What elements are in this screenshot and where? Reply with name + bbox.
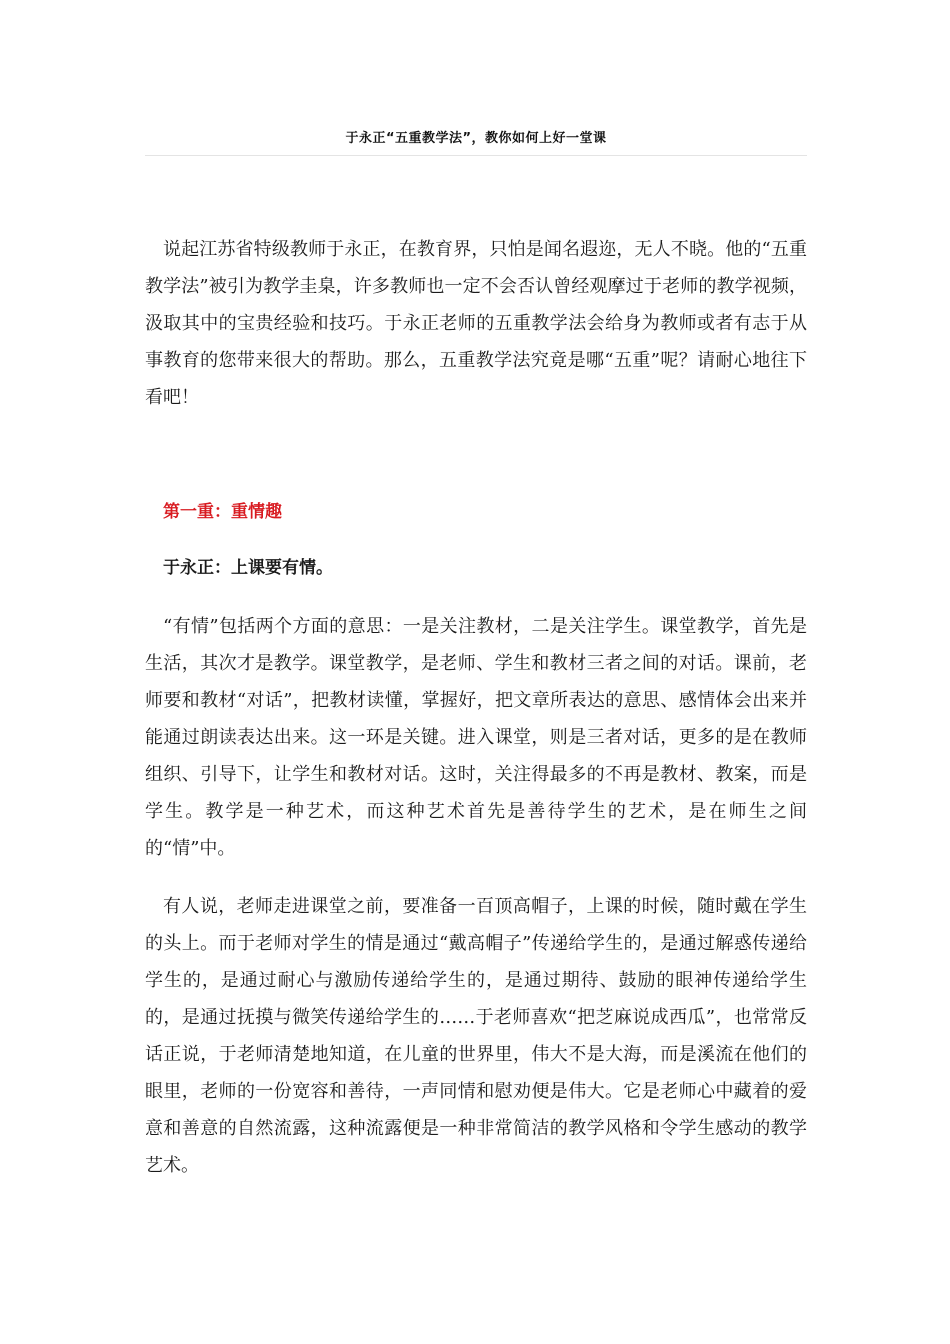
body-paragraph-1: “有情”包括两个方面的意思：一是关注教材，二是关注学生。课堂教学，首先是生活，其次才是教学。课堂教学，是老师、学生和教材三者之间的对话。课前，老师要和教材“对话”，把教材读懂，掌握好，把文章所表达的意思、感情体会出来并能通过朗读表达出来。这一环是关键。进入课堂，则是三者对话，更多的是在教师组织、引导下，让学生和教材对话。这时，关注得最多的不再是教材、教案，而是学生。教学是一种艺术，而这种艺术首先是善待学生的艺术，是在师生之间的“情”中。 (145, 616, 807, 859)
section-heading: 第一重：重情趣 (163, 502, 282, 522)
document-title: 于永正“五重教学法”，教你如何上好一堂课 (345, 131, 607, 146)
title-divider (145, 155, 807, 156)
intro-paragraph: 说起江苏省特级教师于永正，在教育界，只怕是闻名遐迩，无人不晓。他的“五重教学法”被引为教学圭臬，许多教师也一定不会否认曾经观摩过于老师的教学视频，汲取其中的宝贵经验和技巧。于永正老师的五重教学法会给身为教师或者有志于从事教育的您带来很大的帮助。那么，五重教学法究竟是哪“五重”呢？请耐心地往下看吧！ (145, 239, 807, 408)
body-paragraph-2: 有人说，老师走进课堂之前，要准备一百顶高帽子，上课的时候，随时戴在学生的头上。而于老师对学生的情是通过“戴高帽子”传递给学生的，是通过解惑传递给学生的，是通过耐心与激励传递给学生的，是通过期待、鼓励的眼神传递给学生的，是通过抚摸与微笑传递给学生的……于老师喜欢“把芝麻说成西瓜”，也常常反话正说，于老师清楚地知道，在儿童的世界里，伟大不是大海，而是溪流在他们的眼里，老师的一份宽容和善待，一声同情和慰劝便是伟大。它是老师心中藏着的爱意和善意的自然流露，这种流露便是一种非常简洁的教学风格和令学生感动的教学艺术。 (145, 896, 807, 1176)
section-subheading: 于永正：上课要有情。 (163, 558, 333, 578)
